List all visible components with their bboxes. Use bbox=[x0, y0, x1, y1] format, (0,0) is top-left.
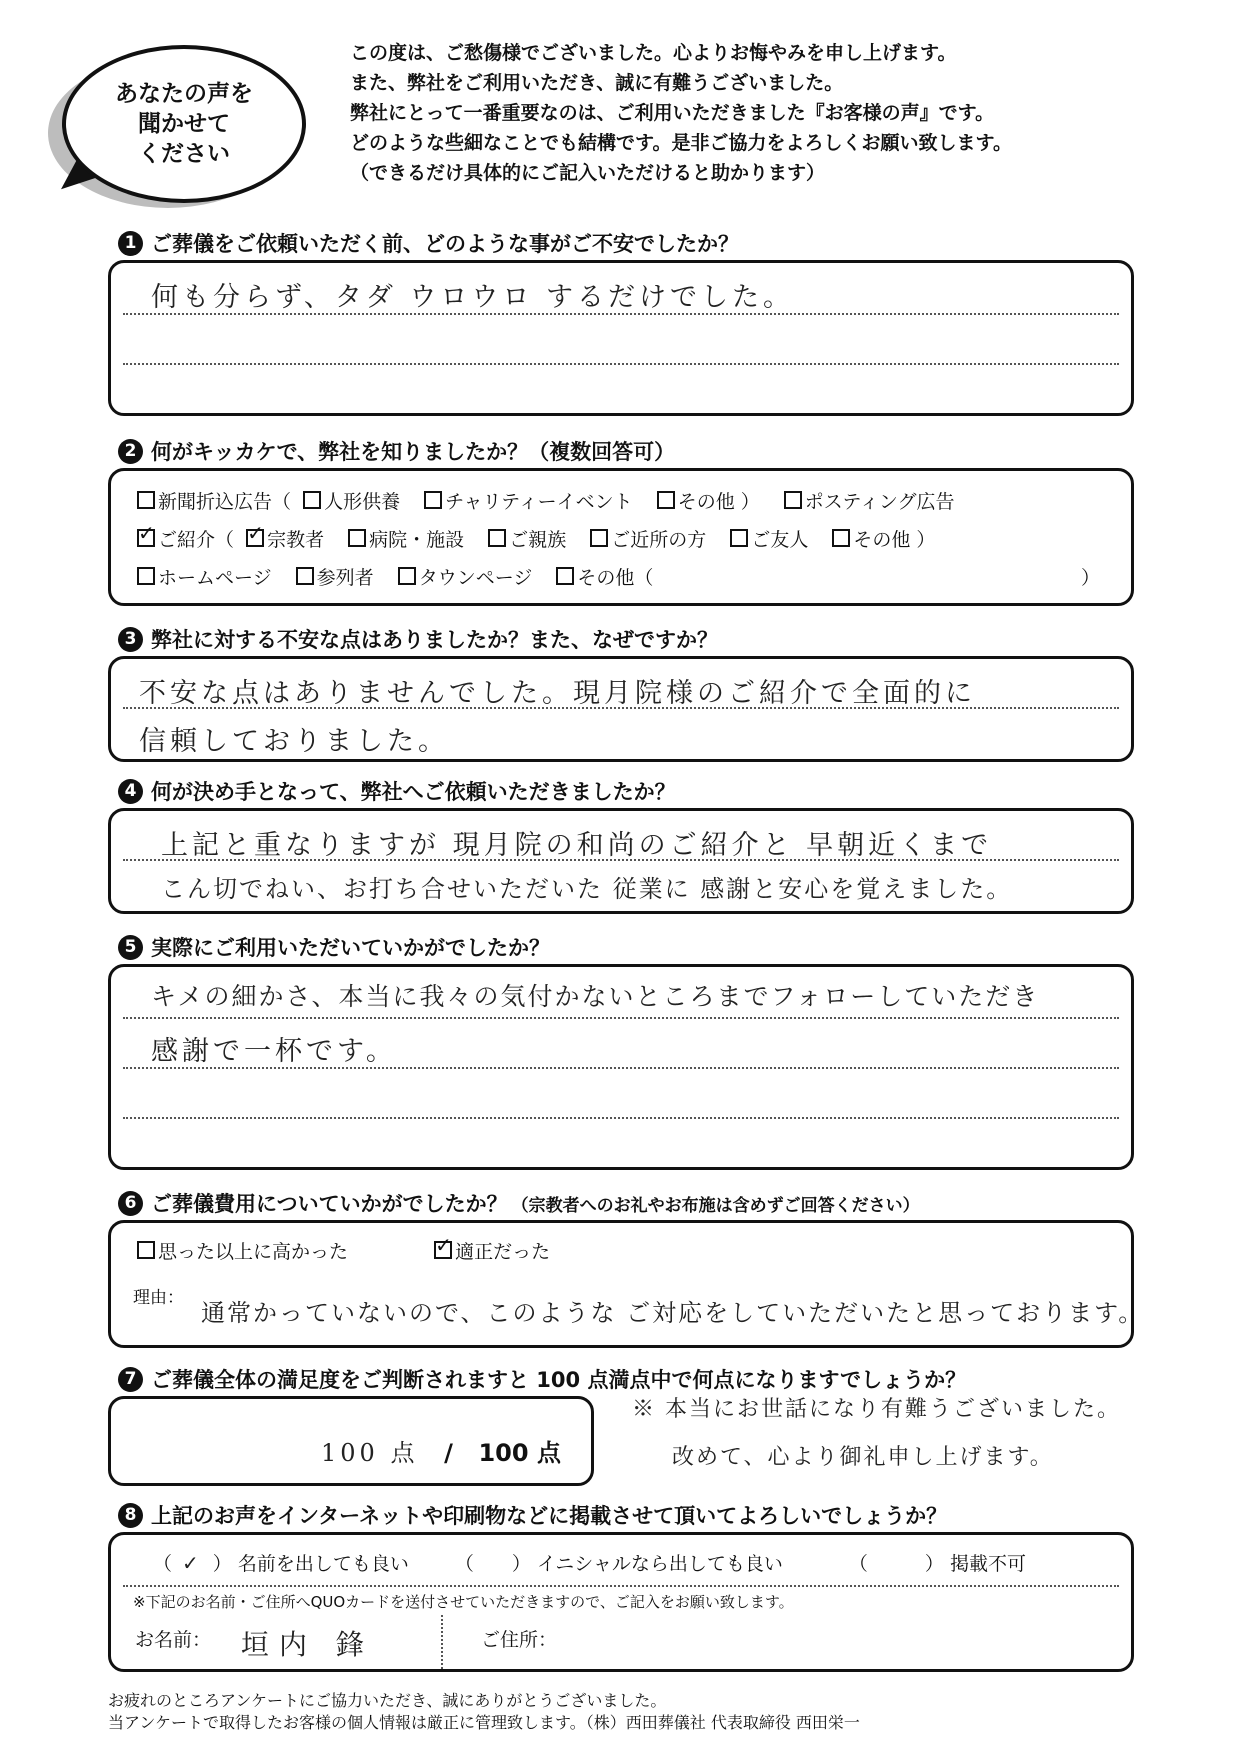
q1-heading bbox=[118, 228, 739, 258]
q6-reason[interactable]: 通常かっていないので、このような ご対応をしていただいたと思っております。 bbox=[201, 1299, 1145, 1327]
q7-score bbox=[321, 1433, 561, 1468]
voice-bubble bbox=[62, 45, 306, 203]
q8-number: 8 bbox=[118, 1503, 143, 1528]
q7-score-value: 100 点 bbox=[321, 1439, 419, 1467]
checkbox[interactable] bbox=[296, 567, 314, 585]
option-label: 適正だった bbox=[455, 1241, 551, 1263]
q6-answer-box bbox=[108, 1220, 1145, 1348]
checkbox[interactable] bbox=[784, 491, 802, 509]
q8-address-field[interactable] bbox=[565, 1623, 1105, 1657]
checkbox-checked[interactable] bbox=[137, 529, 155, 547]
q7-number: 7 bbox=[118, 1367, 143, 1392]
ruled-line bbox=[123, 363, 1119, 365]
q4-number: 4 bbox=[118, 779, 143, 804]
option-label: ご近所の方 bbox=[611, 529, 707, 551]
paren-open[interactable]: （ ） bbox=[454, 1553, 531, 1575]
option-label: 人形供養 bbox=[324, 491, 401, 513]
option-label: ポスティング広告 bbox=[804, 491, 955, 513]
bubble-line-1: あなたの声を bbox=[115, 81, 253, 107]
q1-answer: 何も分らず、タダ ウロウロ するだけでした。 bbox=[151, 282, 795, 313]
intro-text bbox=[350, 38, 1012, 188]
q4-answer-line-2: こん切でねい、お打ち合せいただいた 従業に 感謝と安心を覚えました。 bbox=[161, 875, 1013, 903]
q6-heading bbox=[118, 1188, 920, 1218]
checkbox[interactable] bbox=[488, 529, 506, 547]
bubble-line-2: 聞かせて bbox=[138, 111, 230, 137]
q7-slash: / bbox=[444, 1439, 453, 1467]
q6-number: 6 bbox=[118, 1191, 143, 1216]
q1-title: ご葬儀をご依頼いただく前、どのような事がご不安でしたか？ bbox=[151, 232, 739, 256]
q6-options bbox=[137, 1237, 550, 1264]
q8-answer-box bbox=[108, 1532, 1134, 1672]
q4-answer-box[interactable] bbox=[108, 808, 1134, 914]
q5-answer-line-1: キメの細かさ、本当に我々の気付かないところまでフォローしていただき bbox=[151, 982, 1040, 1011]
q6-reason-label: 理由： bbox=[133, 1288, 184, 1308]
option-label: ご友人 bbox=[751, 529, 809, 551]
footer bbox=[108, 1690, 860, 1734]
q5-answer-line-2: 感謝で一杯です。 bbox=[151, 1036, 397, 1067]
q2-number: 2 bbox=[118, 439, 143, 464]
option-label: その他（ bbox=[577, 567, 654, 589]
q8-title: 上記のお声をインターネットや印刷物などに掲載させて頂いてよろしいでしょうか？ bbox=[151, 1504, 948, 1528]
option-label: 宗教者 bbox=[267, 529, 325, 551]
checkbox[interactable] bbox=[730, 529, 748, 547]
option-label: チャリティーイベント bbox=[445, 491, 633, 513]
q7-heading bbox=[118, 1364, 966, 1394]
checkbox[interactable] bbox=[832, 529, 850, 547]
q2-heading bbox=[118, 436, 675, 466]
q4-heading bbox=[118, 776, 676, 806]
checkbox-checked[interactable] bbox=[434, 1241, 452, 1259]
option-label: 新聞折込広告（ bbox=[158, 491, 292, 513]
ruled-line bbox=[123, 1585, 1119, 1587]
option-label: ご紹介（ bbox=[158, 529, 235, 551]
q2-options-box bbox=[108, 468, 1134, 606]
q1-number: 1 bbox=[118, 231, 143, 256]
checkbox[interactable] bbox=[137, 567, 155, 585]
q8-name-label: お名前： bbox=[135, 1629, 212, 1651]
checkbox[interactable] bbox=[398, 567, 416, 585]
q3-answer-line-2: 信頼しておりました。 bbox=[139, 726, 449, 757]
q7-score-box[interactable] bbox=[108, 1396, 594, 1486]
checkbox[interactable] bbox=[657, 491, 675, 509]
q3-number: 3 bbox=[118, 627, 143, 652]
q6-title: ご葬儀費用についていかがでしたか？ bbox=[151, 1192, 508, 1216]
checkbox-checked[interactable] bbox=[246, 529, 264, 547]
paren-open: （ bbox=[153, 1553, 173, 1575]
bubble-line-3: ください bbox=[138, 141, 230, 167]
option-label: その他 ） bbox=[677, 491, 760, 513]
q7-max: 100 点 bbox=[478, 1439, 561, 1467]
q2-row-1 bbox=[137, 487, 955, 514]
checkbox[interactable] bbox=[348, 529, 366, 547]
footer-line-2: 当アンケートで取得したお客様の個人情報は厳正に管理致します。（株）西田葬儀社 代表取締役 西田栄一 bbox=[108, 1713, 860, 1732]
field-divider bbox=[441, 1615, 443, 1669]
q8-notice: ※下記のお名前・ご住所へQUOカードを送付させていただきますので、ご記入をお願い致します。 bbox=[133, 1593, 794, 1611]
q3-heading bbox=[118, 624, 718, 654]
option-label: 病院・施設 bbox=[369, 529, 465, 551]
q4-title: 何が決め手となって、弊社へご依頼いただきましたか？ bbox=[151, 780, 676, 804]
q5-title: 実際にご利用いただいていかがでしたか？ bbox=[151, 936, 550, 960]
checkbox[interactable] bbox=[424, 491, 442, 509]
option-label: イニシャルなら出しても良い bbox=[536, 1553, 783, 1575]
q8-heading bbox=[118, 1500, 947, 1530]
checkbox[interactable] bbox=[137, 491, 155, 509]
checkbox[interactable] bbox=[137, 1241, 155, 1259]
q4-answer-line-1: 上記と重なりますが 現月院の和尚のご紹介と 早朝近くまで bbox=[161, 830, 993, 861]
q5-heading bbox=[118, 932, 550, 962]
intro-line: 弊社にとって一番重要なのは、ご利用いただきました『お客様の声』です。 bbox=[350, 102, 995, 124]
paren-close: ） bbox=[212, 1553, 232, 1575]
q8-options bbox=[153, 1549, 1026, 1576]
option-label: その他 ） bbox=[853, 529, 936, 551]
intro-line: （できるだけ具体的にご記入いただけると助かります） bbox=[350, 162, 826, 184]
option-label: 名前を出しても良い bbox=[237, 1553, 409, 1575]
q3-answer-line-1: 不安な点はありませんでした。現月院様のご紹介で全面的に bbox=[139, 678, 976, 709]
q3-title: 弊社に対する不安な点はありましたか？また、なぜですか？ bbox=[151, 628, 718, 652]
q7-comment-line-1: ※ 本当にお世話になり有難うございました。 bbox=[632, 1397, 1121, 1422]
q2-title: 何がキッカケで、弊社を知りましたか？（複数回答可） bbox=[151, 440, 676, 464]
option-label: タウンページ bbox=[418, 567, 533, 589]
q7-comment-line-2: 改めて、心より御礼申し上げます。 bbox=[672, 1445, 1054, 1470]
intro-line: この度は、ご愁傷様でございました。心よりお悔やみを申し上げます。 bbox=[350, 42, 957, 64]
q1-answer-box[interactable] bbox=[108, 260, 1134, 416]
checkbox[interactable] bbox=[556, 567, 574, 585]
q8-opt1-mark[interactable]: ✓ bbox=[182, 1551, 203, 1575]
intro-line: また、弊社をご利用いただき、誠に有難うございました。 bbox=[350, 72, 844, 94]
paren-open[interactable]: （ ） bbox=[848, 1553, 944, 1575]
q5-answer-box[interactable] bbox=[108, 964, 1134, 1170]
checkbox[interactable] bbox=[303, 491, 321, 509]
q2-row-3-close: ） bbox=[1081, 567, 1101, 589]
option-label: 思った以上に高かった bbox=[158, 1241, 349, 1263]
option-label: ご親族 bbox=[509, 529, 567, 551]
checkbox[interactable] bbox=[590, 529, 608, 547]
option-label: ホームページ bbox=[158, 567, 272, 589]
option-label: 参列者 bbox=[316, 567, 374, 589]
option-label: 掲載不可 bbox=[949, 1553, 1026, 1575]
q6-note: （宗教者へのお礼やお布施は含めずご回答ください） bbox=[511, 1195, 920, 1216]
q7-title: ご葬儀全体の満足度をご判断されますと 100 点満点中で何点になりますでしょうか？ bbox=[151, 1368, 967, 1392]
footer-line-1: お疲れのところアンケートにご協力いただき、誠にありがとうございました。 bbox=[108, 1691, 667, 1710]
q8-address-label: ご住所： bbox=[481, 1629, 558, 1651]
ruled-line bbox=[123, 1017, 1119, 1019]
q3-answer-box[interactable] bbox=[108, 656, 1134, 762]
ruled-line bbox=[123, 1117, 1119, 1119]
q5-number: 5 bbox=[118, 935, 143, 960]
intro-line: どのような些細なことでも結構です。是非ご協力をよろしくお願い致します。 bbox=[350, 132, 1012, 154]
q8-name-value[interactable]: 垣内 鋒 bbox=[241, 1628, 374, 1661]
q2-row-3 bbox=[137, 563, 653, 590]
q2-row-2 bbox=[137, 525, 935, 552]
